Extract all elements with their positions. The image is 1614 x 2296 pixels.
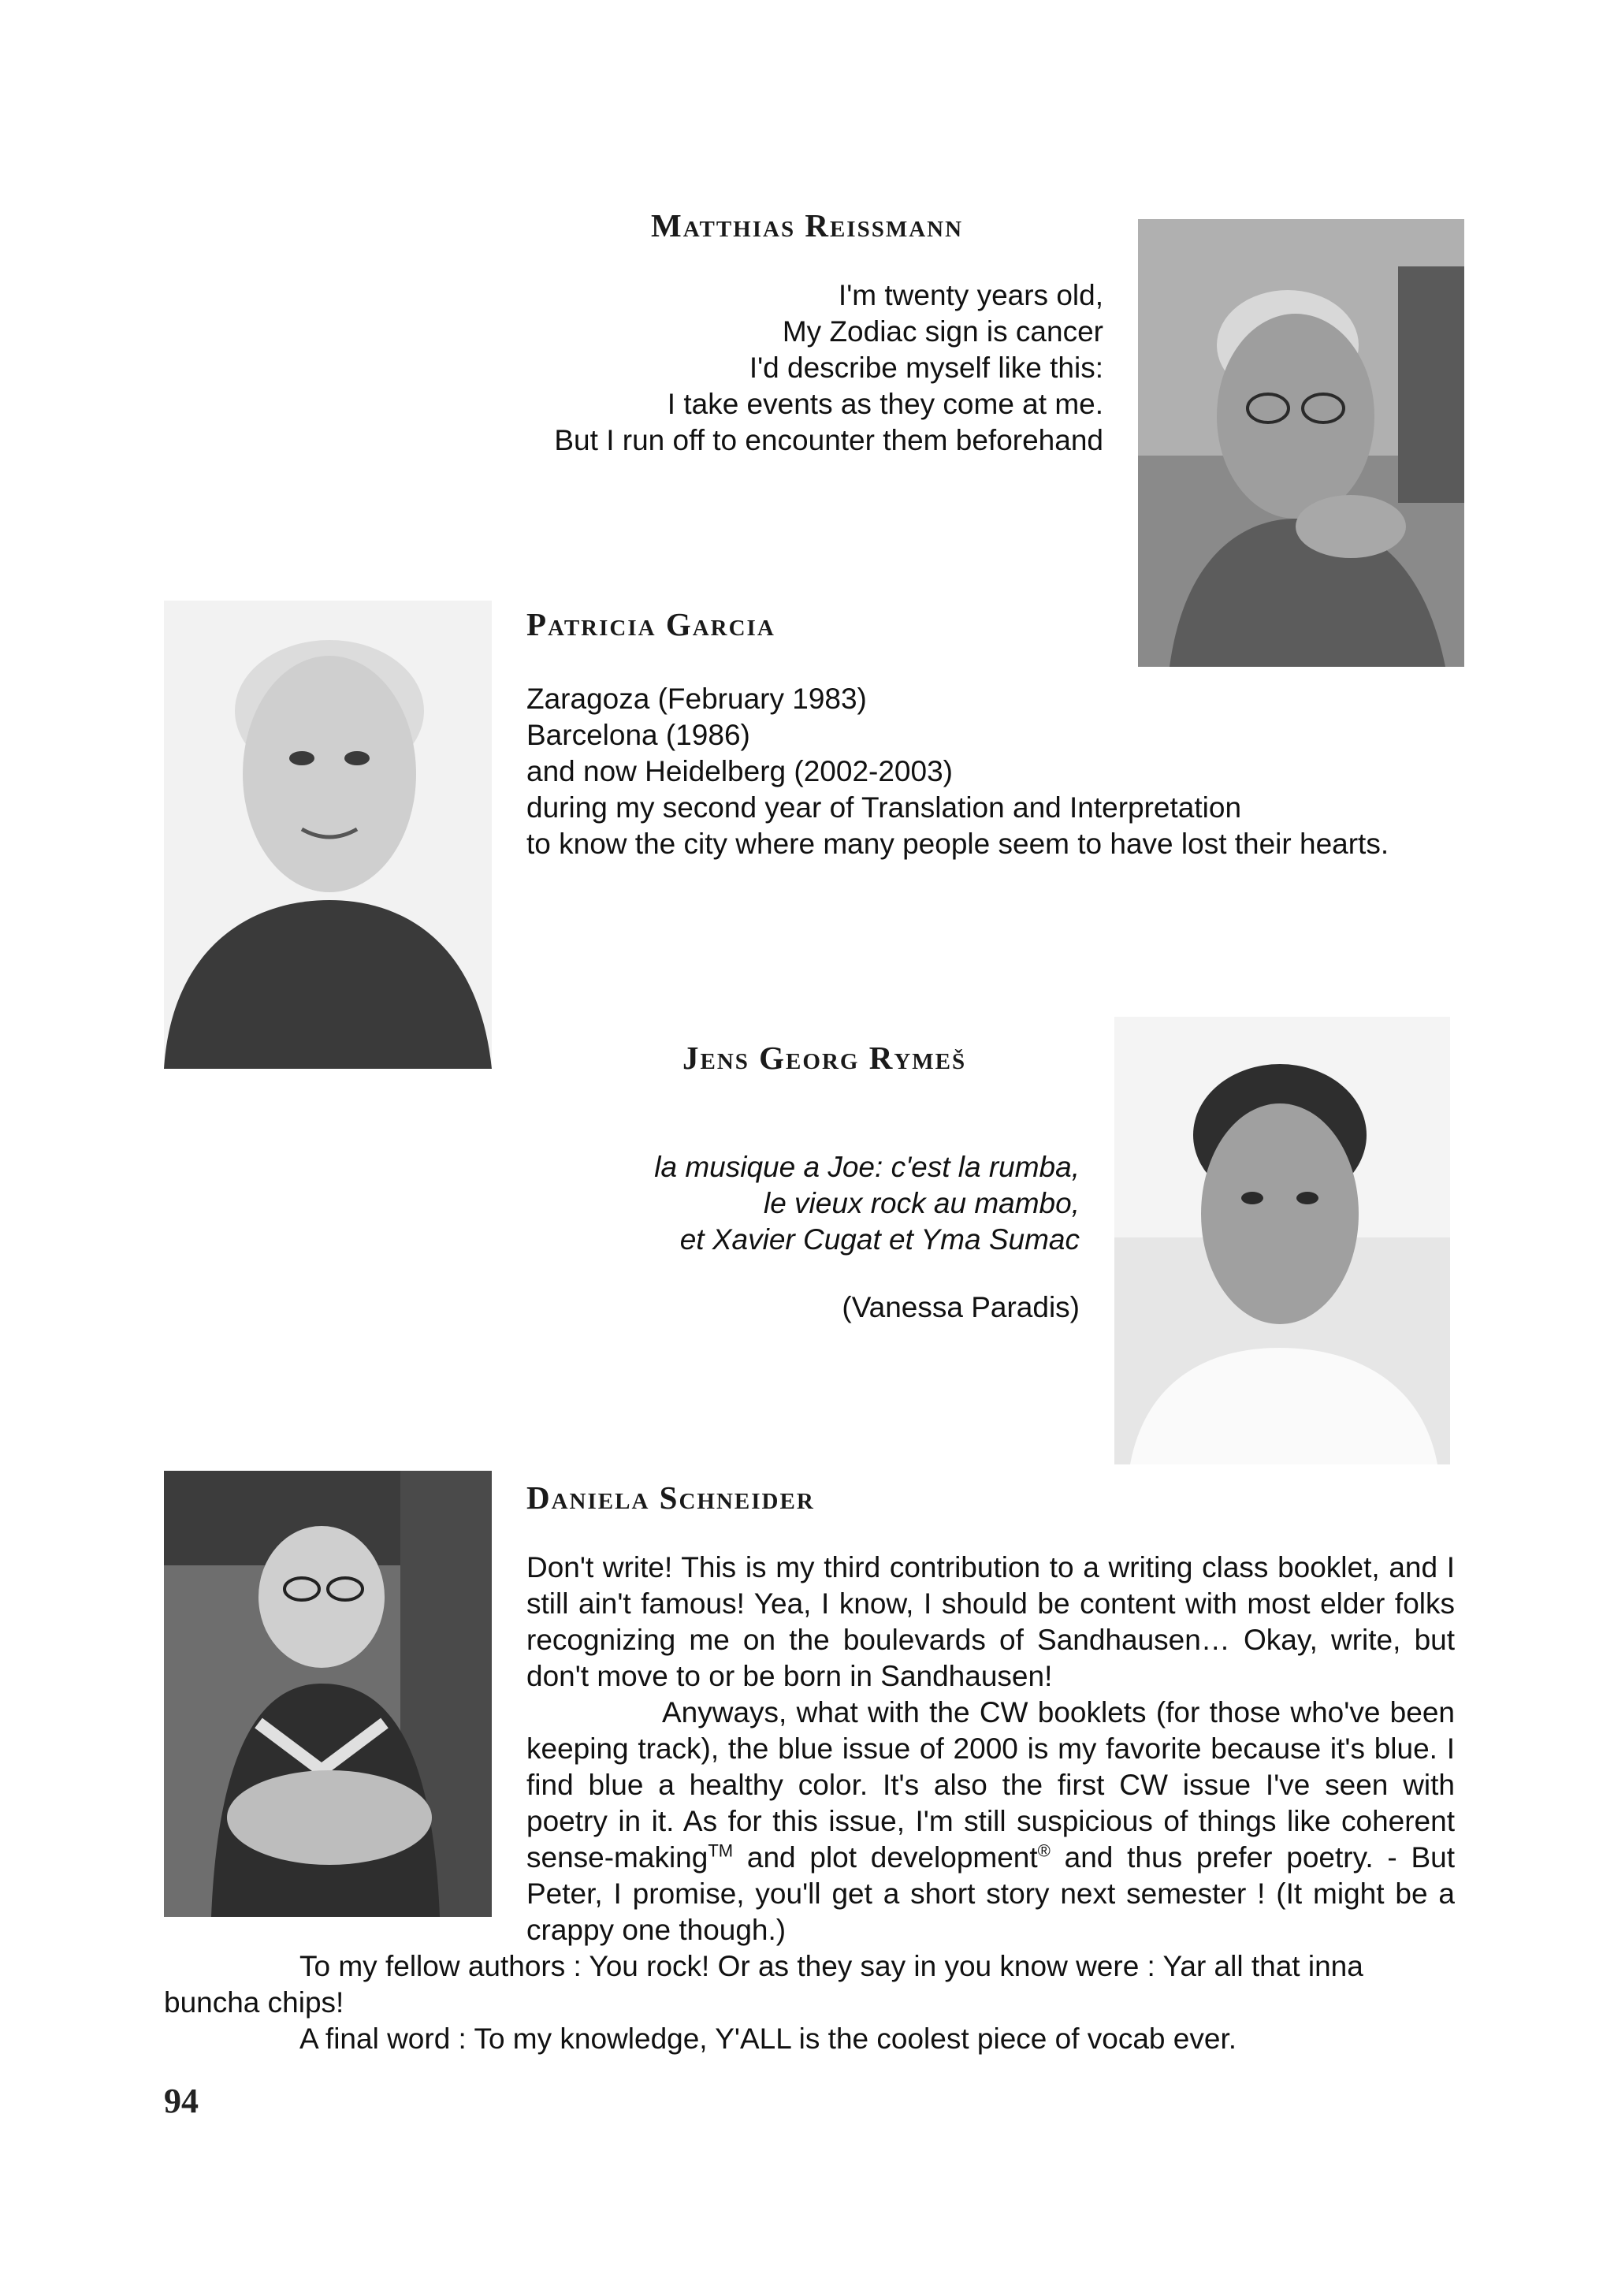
bio-line: But I run off to encounter them beforehand	[554, 424, 1103, 456]
bio-line: to know the city where many people seem to have lost their hearts.	[526, 828, 1389, 860]
bio-line: and now Heidelberg (2002-2003)	[526, 755, 953, 787]
author-name-daniela: Daniela Schneider	[526, 1479, 815, 1516]
author-bio-daniela-para2	[526, 1695, 1455, 1948]
author-bio-matthias	[441, 277, 1103, 459]
quote-line: la musique a Joe: c'est la rumba,	[654, 1151, 1080, 1183]
para2-text-c: and thus prefer poetry. - But Peter, I promise, you'll get a short story next semester ! (It might be a crappy one though.)	[526, 1841, 1455, 1946]
registered-mark: ®	[1037, 1840, 1051, 1861]
bio-line: Zaragoza (February 1983)	[526, 683, 867, 715]
author-name-patricia: Patricia Garcia	[526, 606, 775, 642]
bio-line: My Zodiac sign is cancer	[782, 315, 1103, 348]
bio-line: I take events as they come at me.	[667, 388, 1103, 420]
bio-line: I'd describe myself like this:	[749, 352, 1103, 384]
quote-line: et Xavier Cugat et Yma Sumac	[679, 1223, 1080, 1256]
bio-line: I'm twenty years old,	[838, 279, 1103, 311]
quote-line: le vieux rock au mambo,	[763, 1187, 1080, 1219]
author-photo-matthias	[1138, 219, 1464, 667]
author-photo-daniela	[164, 1471, 492, 1917]
author-bio-daniela-para3: To my fellow authors : You rock! Or as they say in you know were : Yar all that inna buncha chips!	[164, 1950, 1363, 2019]
quote-attribution: (Vanessa Paradis)	[842, 1291, 1080, 1323]
author-bio-patricia	[526, 681, 1472, 862]
para2-text-a: Anyways, what with the CW booklets (for those who've been keeping track), the blue issue of 2000 is my favorite because it's blue. I find blue a healthy color. It's also the first CW issue I've seen with poetry in it. As for this issue, I'm still suspicious of things like coherent sense-making	[526, 1696, 1455, 1874]
trademark-mark: TM	[708, 1840, 734, 1861]
author-photo-patricia	[164, 601, 492, 1069]
author-name-matthias: Matthias Reissmann	[651, 207, 964, 244]
page-number: 94	[164, 2082, 199, 2120]
author-quote-jens	[441, 1149, 1080, 1258]
author-bio-daniela-para4: A final word : To my knowledge, Y'ALL is the coolest piece of vocab ever.	[299, 2022, 1237, 2055]
bio-line: during my second year of Translation and Interpretation	[526, 791, 1242, 824]
bio-line: Barcelona (1986)	[526, 719, 750, 751]
para2-text-b: and plot development	[733, 1841, 1038, 1874]
author-name-jens: Jens Georg Rymeš	[682, 1040, 967, 1076]
author-bio-daniela-para1: Don't write! This is my third contribution to a writing class booklet, and I still ain't famous! Yea, I know, I should be content with most elder folks recognizing me on the boulevards of Sandhausen… Okay, write, but don't move to or be born in Sandhausen!	[526, 1551, 1455, 1692]
author-photo-jens	[1114, 1017, 1450, 1464]
